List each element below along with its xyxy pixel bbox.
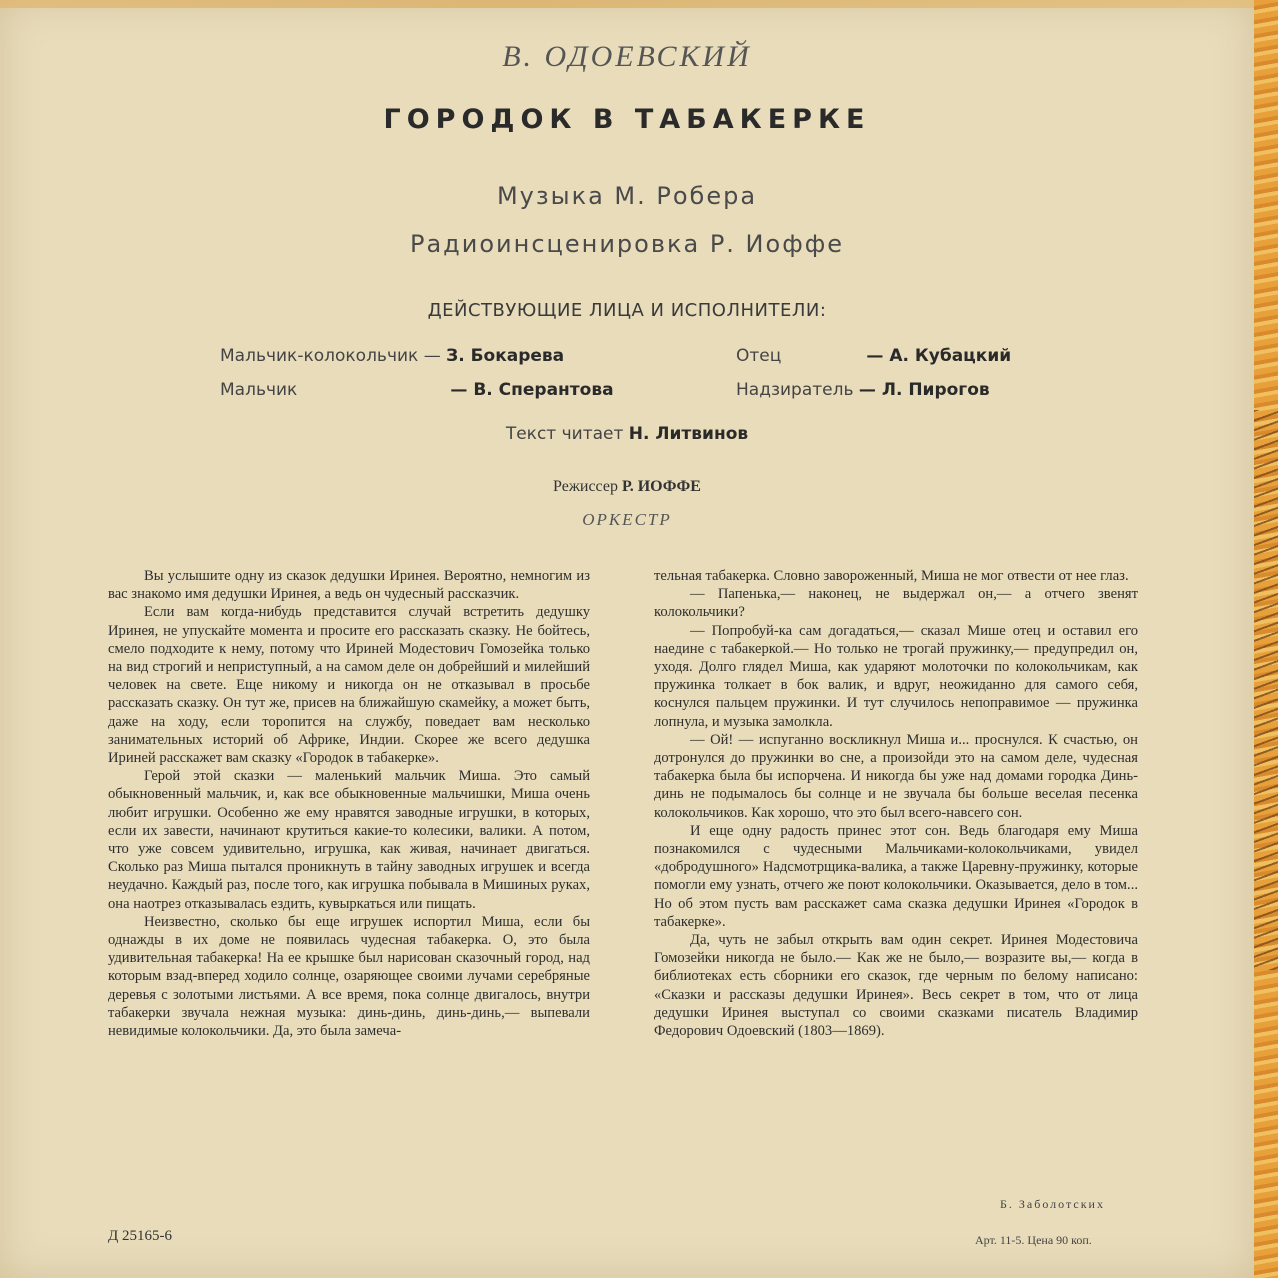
cast-entry [220, 346, 564, 366]
cast-entry [220, 380, 614, 400]
catalog-number: Д 25165-6 [108, 1228, 172, 1244]
cast-performer: — В. Сперантова [450, 380, 614, 400]
text-column-right [654, 567, 1138, 1040]
paragraph: — Папенька,— наконец, не выдержал он,— а отчего звенят колокольчики? [654, 586, 1138, 621]
paragraph: Неизвестно, сколько бы еще игрушек испортил Миша, если бы однажды в их доме не появилась чудесная табакерка. О, это была удивительная табакерка! На ее крышке был нарисован сказочный город, над которым взад-вперед ходило солнце, озаряющее своими лучами серебряные деревья с золотыми листьями. А все время, пока солнце двигалось, внутри табакерки звучала нежная музыка: динь-динь, динь-динь,— выпевали невидимые колокольчики. Да, это была замеча- [108, 913, 590, 1040]
paragraph: Вы услышите одну из сказок дедушки Иринея. Вероятно, немногим из вас знакомо имя дедушки Иринея, а ведь он чудесный рассказчик. [108, 568, 590, 603]
cast-entry [736, 346, 1011, 366]
paragraph: Да, чуть не забыл открыть вам один секрет. Иринея Модестовича Гомозейки никогда не было.— Как же не было,— возразите вы,— когда в библиотеках есть сборники его сказок, где черным по белому написано: «Сказки и рассказы дедушки Иринея». Весь секрет в том, что от лица дедушки Иринея выступал со своими сказками писатель Владимир Федорович Одоевский (1803—1869). [654, 932, 1138, 1040]
cast-role: Мальчик [220, 380, 298, 400]
narrator-name: Н. Литвинов [628, 424, 749, 444]
paragraph: И еще одну радость принес этот сон. Ведь благодаря ему Миша познакомился с чудесными Мальчиками-колокольчиками, увидел «добродушного» Надсмотрщика-валика, а также Царевну-пружинку, которые помогли ему узнать, отчего же поют колокольчики. Оказывается, дело в том... Но об этом пусть вам расскажет сама сказка дедушки Иринея «Городок в табакерке». [654, 822, 1138, 930]
director-label: Режиссер [553, 478, 618, 495]
cast-performer: З. Бокарева [446, 346, 565, 366]
paragraph: Герой этой сказки — маленький мальчик Миша. Это самый обыкновенный мальчик, и, как все обыкновенные мальчишки, Миша очень любит игрушки. Особенно же ему нравятся заводные игрушки, в которых, если их завести, начинают крутиться какие-то колесики, валики. А потом, что уже совсем удивительно, игрушка, как живая, начинает двигаться. Сколько раз Миша пытался проникнуть в тайну заводных игрушек и всегда неудачно. Каждый раз, после того, как игрушка побывала в Мишиных руках, она наотрез отказывалась ездить, кувыркаться или пищать. [108, 768, 590, 912]
orchestra-credit: ОРКЕСТР [582, 510, 672, 529]
director-credit [0, 478, 1254, 496]
cast-performer: — Л. Пирогов [858, 380, 990, 400]
sleeve-edge-ornament [1254, 410, 1278, 970]
music-credit: Музыка М. Робера [496, 182, 758, 210]
record-title: ГОРОДОК В ТАБАКЕРКЕ [383, 104, 871, 135]
director-name: Р. ИОФФЕ [621, 478, 701, 495]
author-name: В. ОДОЕВСКИЙ [502, 40, 752, 73]
cast-performer: — А. Кубацкий [866, 346, 1012, 366]
cast-heading: ДЕЙСТВУЮЩИЕ ЛИЦА И ИСПОЛНИТЕЛИ: [427, 300, 827, 321]
text-column-left [108, 567, 590, 1040]
cast-role: Мальчик-колокольчик — [220, 346, 441, 366]
cast-role: Надзиратель [736, 380, 854, 400]
paragraph: Если вам когда-нибудь представится случай встретить дедушку Иринея, не упускайте момента и просите его рассказать сказку. Не бойтесь, смело подходите к нему, потому что Ириней Модестович Гомозейка только на вид строгий и неприступный, а на самом деле он добрейший и милейший человек на свете. Еще никому и никогда он не отказывал в просьбе рассказать сказку. Он тут же, присев на ближайшую скамейку, а может быть, даже на ходу, если торопится на службу, поведает вам несколько занимательных историй об Африке, Индии. Скорее же всего дедушка Ириней расскажет вам сказку «Городок в табакерке». [108, 604, 590, 767]
paragraph: — Ой! — испуганно воскликнул Миша и... проснулся. К счастью, он дотронулся до пружинки во сне, а произойди это на самом деле, чудесная табакерка была бы испорчена. И никогда бы уже над домами городка Динь-динь не подымалось бы солнце и не звучала бы больше веселая песенка колокольчиков. Как хорошо, что это был всего-навсего сон. [654, 731, 1138, 821]
radio-credit: Радиоинсценировка Р. Иоффе [410, 230, 844, 258]
narrator-credit [0, 424, 1254, 444]
paragraph: — Попробуй-ка сам догадаться,— сказал Мише отец и оставил его наедине с табакеркой.— Но только не трогай пружинку,— предупредил он, уходя. Долго глядел Миша, как ударяют молоточки по колокольчикам, как пружинка толкает в бок валик, и вдруг, неожиданно для самого себя, коснулся пальцем пружинки. И тут случилось непоправимое — пружинка лопнула, и музыка замолкла. [654, 622, 1138, 730]
text-author-signature: Б. Заболотских [1000, 1197, 1105, 1211]
narrator-label: Текст читает [505, 424, 624, 444]
paragraph: тельная табакерка. Словно завороженный, Миша не мог отвести от нее глаз. [654, 568, 1129, 584]
top-rim [0, 0, 1254, 8]
cast-role: Отец [736, 346, 782, 366]
cast-entry [736, 380, 990, 400]
price-label: Арт. 11-5. Цена 90 коп. [975, 1233, 1092, 1247]
